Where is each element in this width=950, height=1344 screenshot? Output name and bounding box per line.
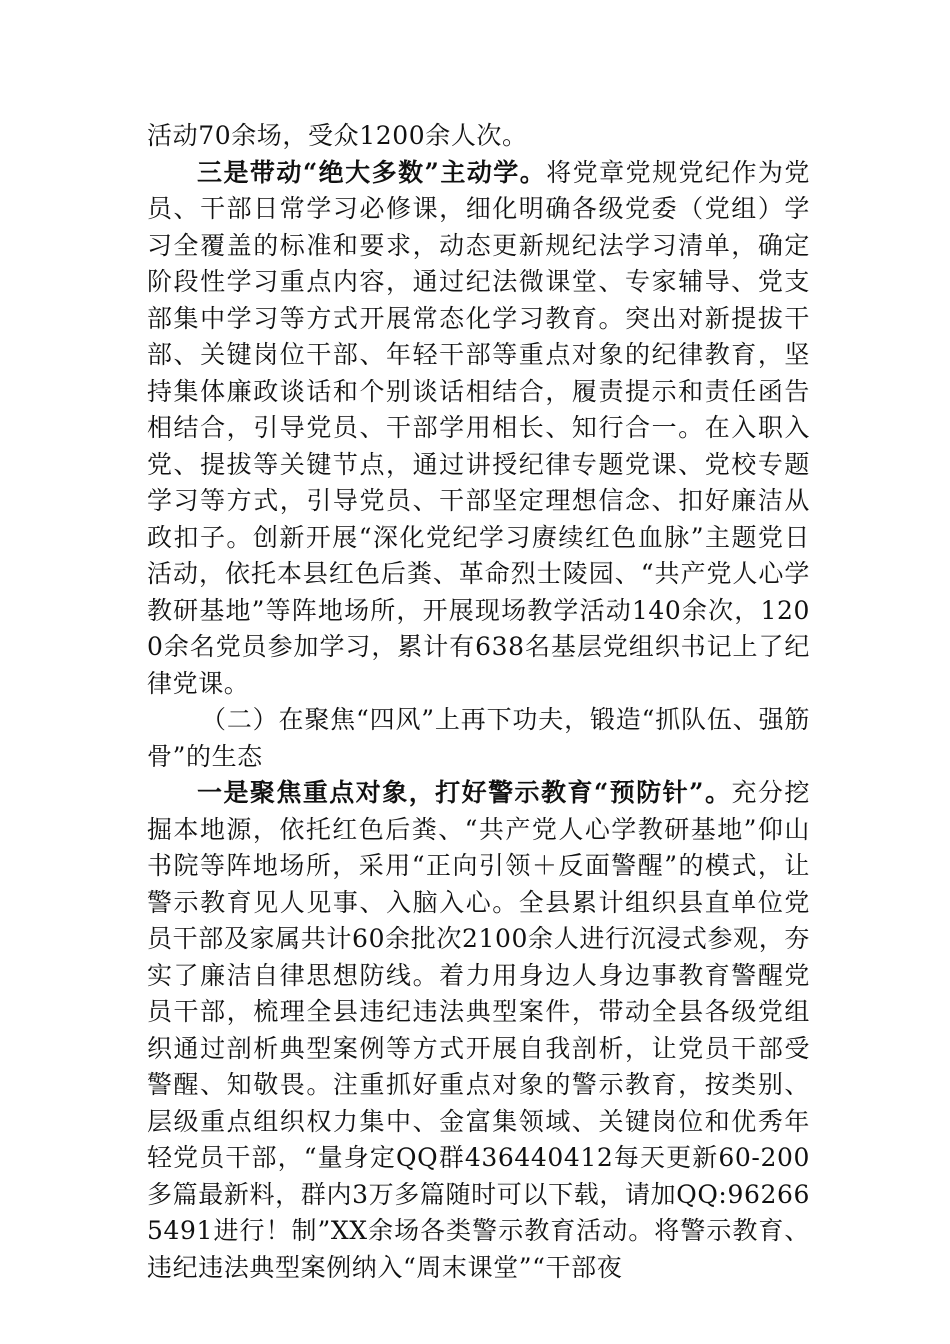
paragraph-first-point [147, 775, 810, 1286]
paragraph-text: 活动70余场，受众1200余人次。 [147, 121, 528, 150]
paragraph-continuation [147, 118, 810, 155]
document-body [147, 118, 810, 1286]
paragraph-lead-bold: 三是带动“绝大多数”主动学。 [197, 157, 547, 187]
paragraph-lead-bold: 一是聚焦重点对象，打好警示教育“预防针”。 [197, 778, 732, 807]
paragraph-text: 将党章党规党纪作为党员、干部日常学习必修课，细化明确各级党委（党组）学习全覆盖的标准和要求，动态更新规纪法学习清单，确定阶段性学习重点内容，通过纪法微课堂、专家辅导、党支部集中学习等方式开展常态化学习教育。突出对新提拔干部、关键岗位干部、年轻干部等重点对象的纪律教育，坚持集体廉政谈话和个别谈话相结合，履责提示和责任函告相结合，引导党员、干部学用相长、知行合一。在入职入党、提拔等关键节点，通过讲授纪律专题党课、党校专题学习等方式，引导党员、干部坚定理想信念、扣好廉洁从政扣子。创新开展“深化党纪学习赓续红色血脉”主题党日活动，依托本县红色后粪、革命烈士陵园、“共产党人心学教研基地”等阵地场所，开展现场教学活动140余次，1200余名党员参加学习，累计有638名基层党组织书记上了纪律党课。 [147, 157, 810, 698]
section-heading [147, 702, 810, 775]
paragraph-text: 充分挖掘本地源，依托红色后粪、“共产党人心学教研基地”仰山书院等阵地场所，采用“正向引领＋反面警醒”的模式，让警示教育见人见事、入脑入心。全县累计组织县直单位党员干部及家属共计60余批次2100余人进行沉浸式参观，夯实了廉洁自律思想防线。着力用身边人身边事教育警醒党员干部，梳理全县违纪违法典型案件，带动全县各级党组织通过剖析典型案例等方式开展自我剖析，让党员干部受警醒、知敬畏。注重抓好重点对象的警示教育，按类别、层级重点组织权力集中、金富集领域、关键岗位和优秀年轻党员干部，“量身定QQ群436440412每天更新60-200多篇最新料，群内3万多篇随时可以下载，请加QQ:962665491进行！制”XX余场各类警示教育活动。将警示教育、违纪违法典型案例纳入“周末课堂”“干部夜 [147, 778, 810, 1282]
section-heading-text: （二）在聚焦“四风”上再下功夫，锻造“抓队伍、强筋骨”的生态 [147, 705, 810, 771]
paragraph-third-point [147, 155, 810, 703]
